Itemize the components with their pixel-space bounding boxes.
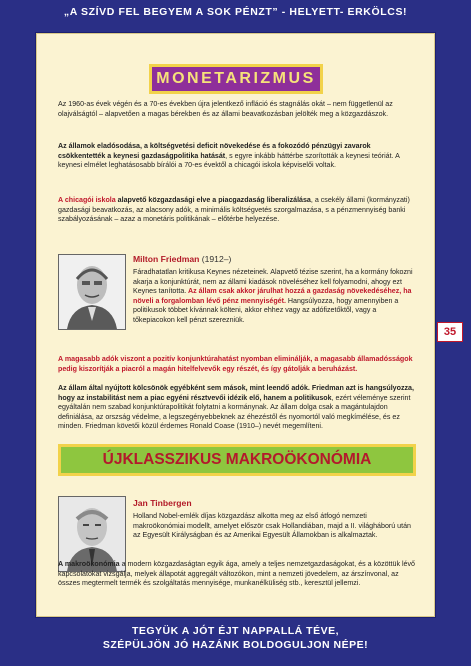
paragraph-intro: Az 1960-as évek végén és a 70-es években újra jelentkező infláció és stagnálás okát – nem függetlenül az olajválságtól – alapvetően a magas bérekben és az állami beavatkozásban jelölték meg a közgazdászok.: [58, 100, 393, 118]
paragraph-deficit-bold: Az államok eladósodása, a költségvetési deficit növekedése és a fokozódó pénzügyi zavarok csökkentették a keynesi gazdaságpolitika hatását: [58, 142, 371, 160]
paragraph-makrookonomia-rest: a modern közgazdaságtan egyik ága, amely a teljes nemzetgazdaságokat, és a közöttük lévő kapcsolatokat vizsgálja, melyek állapotát aggregált változókon, mint a nemzeti jövedelem, az árszínvonal, az összes megtermelt termék és szolgáltatás mennyisége, munkanélküliség stb., keresztül jellemzi.: [58, 560, 415, 588]
chicago-school-term: A chicagói iskola: [58, 196, 116, 204]
makrookonomia-term: A makroökonómia: [58, 560, 120, 568]
paragraph-chicago: [58, 196, 418, 225]
top-banner: „A SZÍVD FEL BEGYEM A SOK PÉNZT” - HELYETT- ERKÖLCS!: [63, 6, 408, 18]
paragraph-friedman-taxes: [58, 355, 418, 374]
page-number: 35: [437, 322, 463, 342]
paragraph-deficit: [58, 142, 418, 171]
paragraph-chicago-rest: , a csekély állami (kormányzati) gazdasági beavatkozás, az alacsony adók, a minimális költségvetés szorgalmazása, s a pénzmennyiség banki szabályozásának – azaz a monetáris politikának – előtérbe helyezése.: [58, 196, 410, 224]
friedman-name: Milton Friedman: [133, 254, 200, 264]
friedman-years: (1912–): [201, 254, 232, 264]
tinbergen-heading: [133, 498, 192, 508]
bottom-banner-line2: SZÉPÜLJÖN JÓ HAZÁNK BOLDOGULJON NÉPE!: [102, 639, 369, 651]
paragraph-loans-rest: , ezért véleménye szerint egyáltalán nem szabad konjunktúrapolitikát folytatni a kormánynak. Az állam dolga csak a magántulajdon definiálása, az orszság védelme, a legszegényebbeknek az éhezéstől és nyomortól való megkímélése, és ez minden. Friedman követői közül érdemes Ronald Coase (1910–) nevét megemlíteni.: [58, 393, 411, 431]
article-page: [36, 33, 435, 617]
friedman-portrait-image: [59, 255, 125, 329]
tinbergen-name: Jan Tinbergen: [133, 498, 192, 508]
friedman-taxes-red: A magasabb adók viszont a pozitív konjunktúrahatást nyomban eliminálják, a magasabb államadósságok pedig kiszorítják a piacról a magán hitelfelvevők egy részét, és így gátolják a beruházást.: [58, 355, 413, 373]
paragraph-friedman: [133, 268, 418, 326]
bottom-banner: [0, 624, 471, 652]
paragraph-tinbergen: Holland Nobel-emlék díjas közgazdász alkotta meg az első átfogó nemzeti makroökonómiai modellt, amelyet először csak Hollandiában, majd a II. világháború után az Egyesült Királyságban és az Amerikai Egyesült Államokban is alkalmaztak.: [133, 512, 411, 540]
paragraph-makrookonomia: [58, 560, 418, 589]
friedman-text-red: Az állam csak akkor járulhat hozzá a gazdaság növekedéséhez, ha növeli a forgalomban lévő pénz mennyiségét.: [133, 287, 412, 305]
friedman-text-b: Hangsúlyozza, hogy amennyiben a politikusok többet kívánnak költeni, akkor ehhez vagy az adófizetőktől, vagy a tőkepiacokon kell pénzt szerezniük.: [133, 296, 399, 324]
chicago-principle-bold: alapvető közgazdasági elve a piacgazdaság liberalizálása: [115, 196, 311, 204]
bottom-banner-line1: TEGYÜK A JÓT ÉJT NAPPALLÁ TÉVE,: [131, 625, 340, 637]
section-title-ujklasszikus: ÚJKLASSZIKUS MAKROÖKONÓMIA: [58, 444, 416, 476]
friedman-photo: [58, 254, 126, 330]
paragraph-loans-bold: Az állam által nyújtott kölcsönök egyébként sem mások, mint leendő adók. Friedman azt is hangsúlyozza, hogy az instabilitást nem a piac egyéni résztvevői idézik elő, hanem a politikusok: [58, 384, 414, 402]
paragraph-loans: [58, 384, 418, 432]
friedman-text-a: Fáradhatatlan kritikusa Keynes nézeteinek. Alapvető tézise szerint, ha a kormány fokozni akarja a konjunktúrát, nem az állami kiadások növeléséhez kell folyamodni, ahogy ezt Keynes tanította.: [133, 268, 413, 296]
section-title-monetarizmus: MONETARIZMUS: [149, 64, 323, 94]
paragraph-deficit-rest: , s egyre inkább háttérbe szorították a keynesi teóriát. A keynesi elmélet leghatásosabb bírálói a 70-es évektől a chicagói iskola képviselői voltak.: [58, 151, 400, 170]
friedman-heading: [133, 254, 231, 264]
